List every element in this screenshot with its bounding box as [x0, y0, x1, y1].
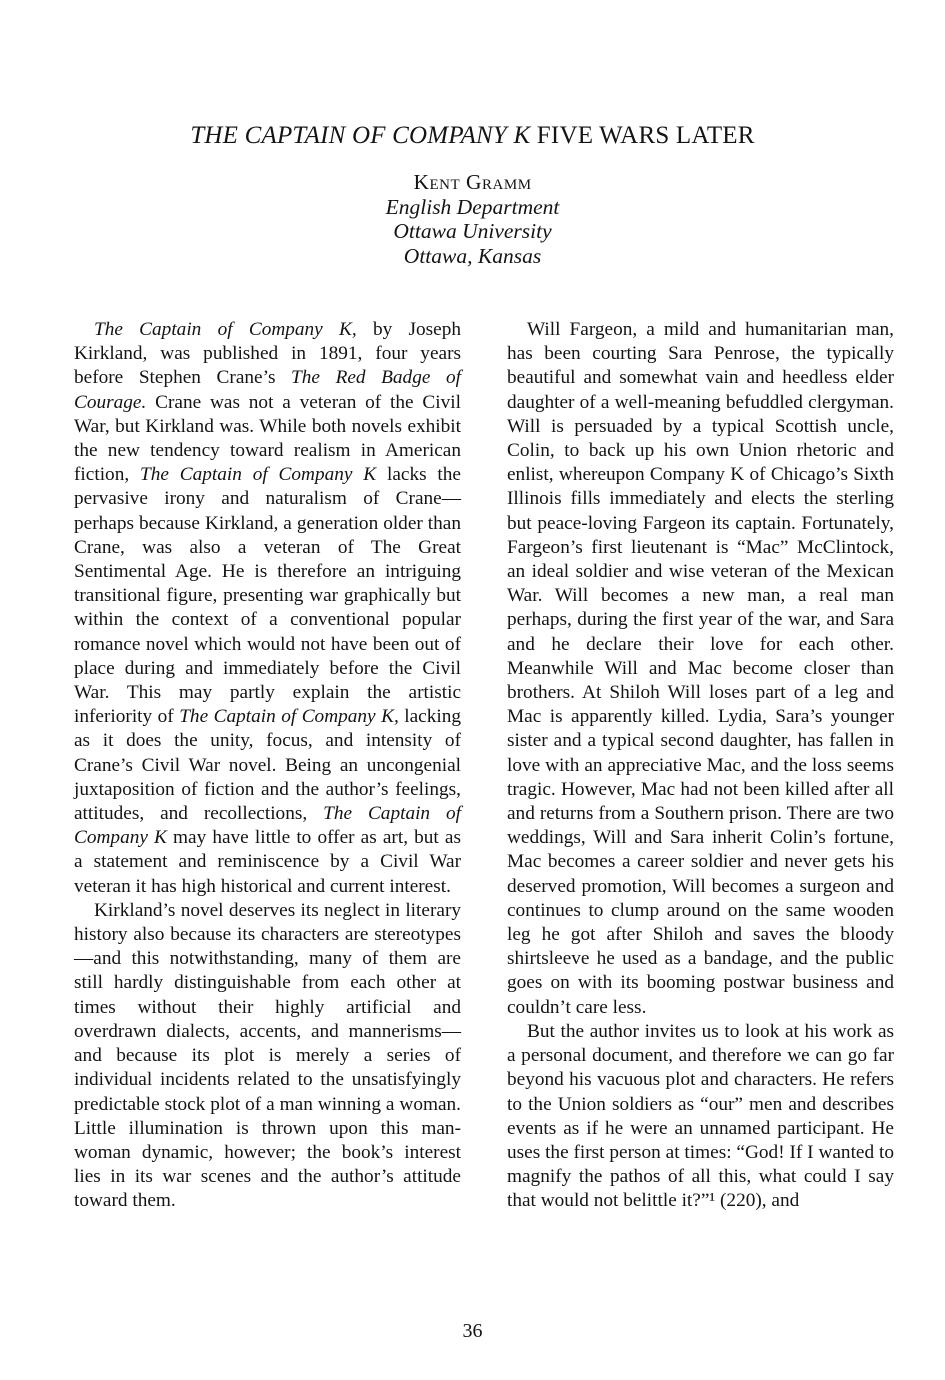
book-title-italic: The Captain of Company K — [139, 464, 377, 486]
article-title-italic: THE CAPTAIN OF COMPANY K — [190, 122, 531, 149]
article-title-rest: FIVE WARS LATER — [530, 122, 755, 149]
right-paragraph-2: But the author invites us to look at his work as a personal document, and therefore we can go far beyond his vacuous plot and characters. He refers to the Union soldiers as “our” men and describes events as if he were an unnamed participant. He uses the first person at times: “God! If I wanted to magnify the pathos of all this, what could I say that would not belittle it?”¹ (220), and — [507, 1020, 894, 1212]
page-number: 36 — [462, 1320, 483, 1342]
book-title-italic: The Captain of Company K, — [179, 706, 399, 728]
body-text: lacking as it does the unity, focus, and intensity of Crane’s Civil War novel. Being an uncongenial juxtaposition of fiction and the author’s feelings, attitudes, and recollections, — [74, 706, 461, 825]
byline — [0, 170, 945, 268]
body-text: may have little to offer as art, but as a statement and reminiscence by a Civil War veteran it has high historical and current interest. — [74, 827, 461, 897]
left-column — [74, 318, 461, 1214]
body-text: Crane was not a veteran of the Civil War, but Kirkland was. While both novels exhibit the new tendency toward realism in American fiction, — [74, 391, 461, 486]
institution: Ottawa University — [393, 219, 552, 243]
book-title-italic: The Red Badge of Courage. — [74, 367, 461, 413]
right-column — [507, 318, 894, 1214]
book-title-italic: The Captain of Company K — [74, 803, 461, 849]
article-title — [0, 121, 945, 151]
location: Ottawa, Kansas — [403, 243, 542, 268]
right-paragraph-1: Will Fargeon, a mild and humanitarian man, has been courting Sara Penrose, the typically beautiful and somewhat vain and heedless elder daughter of a well-meaning befuddled clergyman. Will is persuaded by a typical Scottish uncle, Colin, to back up his own Union rhetoric and enlist, whereupon Company K of Chicago’s Sixth Illinois fills immediately and elects the sterling but peace-loving Fargeon its captain. Fortunately, Fargeon’s first lieutenant is “Mac” McClintock, an ideal soldier and wise veteran of the Mexican War. Will becomes a new man, a real man perhaps, during the first year of the war, and Sara and he declare their love for each other. Meanwhile Will and Mac become closer than brothers. At Shiloh Will loses part of a leg and Mac is apparently killed. Lydia, Sara’s younger sister and a typical second daughter, has fallen in love with an appreciative Mac, and the loss seems tragic. However, Mac had not been killed after all and returns from a Southern prison. There are two weddings, Will and Sara inherit Colin’s fortune, Mac becomes a career soldier and never gets his deserved promotion, Will becomes a surgeon and continues to clump around on the same wooden leg he got after Shiloh and saves the bloody shirtsleeve he used as a bandage, and the public goes on with its booming postwar business and couldn’t care less. — [507, 319, 894, 1018]
body-text: by Joseph Kirkland, was published in 1891, four years before Stephen Crane’s — [74, 319, 461, 389]
body-text: lacks the pervasive irony and naturalism of Crane—perhaps because Kirkland, a generation older than Crane, was also a veteran of The Great Sentimental Age. He is therefore an intriguing transitional figure, presenting war graphically but within the context of a conventional popular romance novel which would not have been out of place during and immediately before the Civil War. This may partly explain the artistic inferiority of — [74, 464, 461, 728]
left-paragraph-2: Kirkland’s novel deserves its neglect in literary history also because its characters are stereotypes—and this notwithstanding, many of them are still hardly distinguishable from each other at times without their highly artificial and overdrawn dialects, accents, and mannerisms—and because its plot is merely a series of individual incidents related to the unsatisfyingly predictable stock plot of a man winning a woman. Little illumination is thrown upon this man-woman dynamic, however; the book’s interest lies in its war scenes and the author’s attitude toward them. — [74, 899, 461, 1212]
left-paragraph-1 — [74, 318, 461, 899]
book-title-italic: The Captain of Company K, — [94, 319, 357, 340]
author-name: Kent Gramm — [413, 170, 532, 194]
department: English Department — [385, 194, 560, 219]
